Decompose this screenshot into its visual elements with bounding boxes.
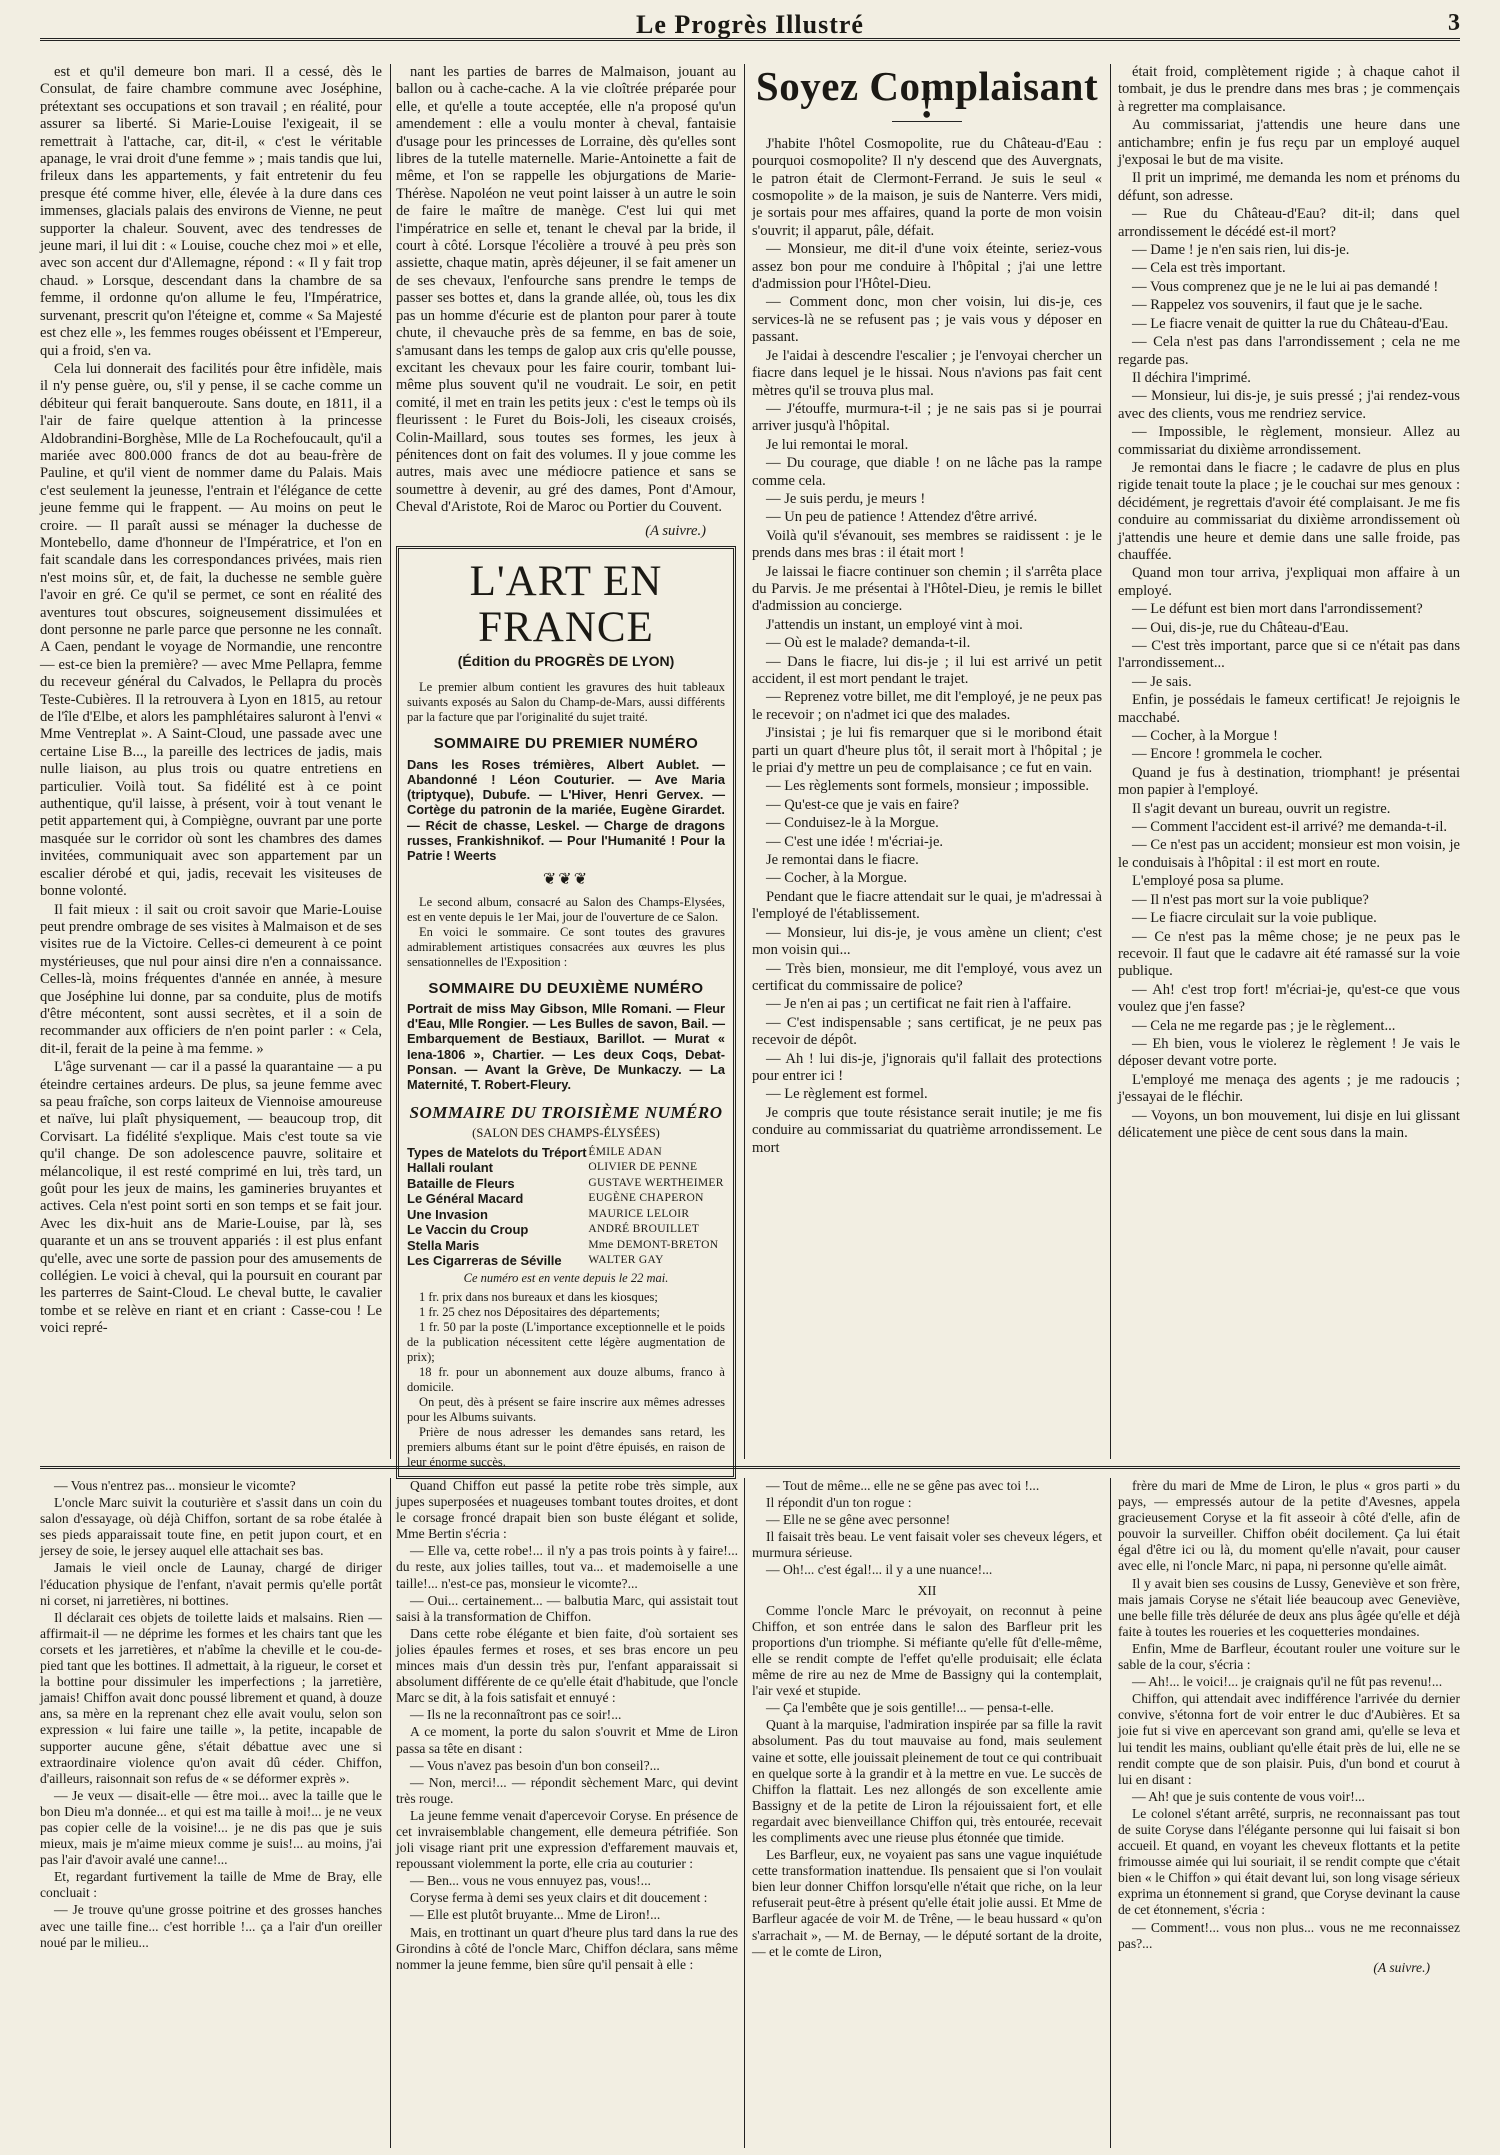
- table-row: [407, 1253, 725, 1269]
- table-row: [407, 1160, 725, 1176]
- item-title: Le Vaccin du Croup: [407, 1222, 529, 1238]
- paragraph: Quand mon tour arriva, j'expliquai mon affaire à un employé.: [1118, 565, 1460, 599]
- item-artist: ÉMILE ADAN: [588, 1145, 662, 1158]
- paragraph: — Tout de même... elle ne se gêne pas avec toi !...: [766, 1478, 1040, 1493]
- paragraph: Quant à la marquise, l'admiration inspirée par sa fille la ravit absolument. Pas du tout mauvaise au fond, mais seulement vaine et sotte, elle jouissait pleinement de tout ce qui contribuait en quelque sorte à la grandir et à la mettre en vue. Le succès de Chiffon la flattait. Les nez allongés de son excellente amie Bassigny et de la petite de Liron la réjouissaient fort, et elle regardait avec bienveillance Chiffon qui, très entourée, recevait les compliments avec une rieuse plus étonnée que timide.: [752, 1717, 1102, 1845]
- paragraph: — Vous comprenez que je ne le lui ai pas demandé !: [1132, 278, 1439, 295]
- sommaire-3-title: SOMMAIRE DU TROISIÈME NUMÉRO: [409, 1103, 723, 1123]
- paragraph: — Elle va, cette robe!... il n'y a pas trois points à y faire!... du reste, aux jolies tailles, tout va... et mademoiselle a une taille!... n'est-ce pas, monsieur le vicomte?...: [396, 1543, 738, 1591]
- paragraph: Enfin, je possédais le fameux certificat! Je rejoignis le macchabé.: [1118, 692, 1460, 726]
- paragraph: Il répondit d'un ton rogue :: [766, 1495, 912, 1511]
- paragraph: — Dame ! je n'en sais rien, lui dis-je.: [1132, 242, 1350, 259]
- ornament: ❦❦❦: [542, 871, 590, 889]
- column-divider: [390, 1478, 391, 2148]
- page-number: 3: [1448, 10, 1460, 36]
- paragraph: Mais, en trottinant un quart d'heure plus tard dans la rue des Girondins à côté de l'oncle Marc, Chiffon déclara, sans même nommer la jeune femme, bien sûre qu'il pensait à elle :: [396, 1924, 738, 1972]
- paragraph: — Ils ne la reconnaîtront pas ce soir!...: [410, 1707, 622, 1723]
- column-divider: [744, 1478, 745, 2148]
- art-subtitle: (Édition du PROGRÈS DE LYON): [457, 652, 675, 669]
- paragraph: Il déclarait ces objets de toilette laids et malsains. Rien — affirmait-il — ne déprime les formes et les chairs tant que les corsets et les jarretières, et n'abîme la cheville et le cou-de-pied tant que les bottines. Il admettait, à la rigueur, le corset et la bottine pour dissimuler les imperfections ; la jarretière, jamais! Chiffon avait donc poussé librement et quand, à douze ans, sa mère en la reprenant chez elle avait voulu, selon son expression « lui faire une taille », la petite, incapable de supporter aucune gêne, s'était débattue avec une si extraordinaire violence qu'on avait dû céder. Chiffon, d'ailleurs, raisonnait son refus de « se déformer exprès ».: [40, 1609, 382, 1786]
- paragraph: — Je trouve qu'une grosse poitrine et des grosses hanches avec une taille fine... c'est horrible !... ça a l'air d'un oreiller noué par le milieu...: [40, 1902, 382, 1950]
- price-line: 1 fr. 25 chez nos Dépositaires des départements;: [419, 1304, 660, 1319]
- newspaper-title: Le Progrès Illustré: [636, 10, 864, 39]
- sommaire-1-text: Dans les Roses trémières, Albert Aublet. — Abandonné ! Léon Couturier. — Ave Maria (triptyque), Dubufe. — L'Hiver, Henri Gervex. — Cortège du patronin de la mariée, Eugène Girardet. — Récit de chasse, Leskel. — Charge de dragons russes, Frankishnikof. — Pour l'Humanité ! Pour la Patrie ! Weerts: [407, 756, 725, 863]
- paragraph: — Où est le malade? demanda-t-il.: [766, 635, 971, 652]
- footer-note: Prière de nous adresser les demandes sans retard, les premiers albums étant sur le point d'être épuisés, en raison de leur énorme succès.: [407, 1424, 725, 1469]
- paragraph: Je laissai le fiacre continuer son chemin ; il s'arrêta place du Parvis. Je me présentai à l'Hôtel-Dieu, je remis le billet d'admission au concierge.: [752, 563, 1102, 615]
- article-column-2: [396, 64, 736, 1469]
- item-title: Types de Matelots du Tréport: [407, 1144, 587, 1160]
- item-artist: MAURICE LELOIR: [588, 1207, 690, 1220]
- table-row: [407, 1145, 725, 1161]
- second-album: [407, 895, 725, 970]
- paragraph: — Conduisez-le à la Morgue.: [766, 815, 939, 832]
- paragraph: — Je veux — disait-elle — être moi... avec la taille que le bon Dieu m'a donnée... et qui est ma taille à moi!... je ne veux pas copier celle de la voisine!... je ne dis pas que je suis mieux, mais je m'aime mieux comme je suis!... au moins, j'ai pas l'air d'avoir avalé une canne!...: [40, 1787, 382, 1868]
- sale-note: Ce numéro est en vente depuis le 22 mai.: [463, 1270, 669, 1285]
- paragraph: L'oncle Marc suivit la couturière et s'assit dans un coin du salon d'essayage, où déjà Chiffon, sortant de sa robe étalée à ses pieds apparaissait toute fine, en petit jupon court, et en jersey de soie, le jersey auquel elle attachait ses bas.: [40, 1495, 382, 1559]
- paragraph: — Un peu de patience ! Attendez d'être arrivé.: [766, 509, 1038, 526]
- paragraph: — Oui, dis-je, rue du Château-d'Eau.: [1132, 619, 1349, 636]
- to-be-continued: (A suivre.): [645, 522, 706, 539]
- paragraph: J'insistai ; je lui fis remarquer que si le moribond était parti un quart d'heure plus tôt, il serait mort à l'hôpital ; je le priai d'y mettre un peu de complaisance ; ce fut en vain.: [752, 725, 1102, 777]
- feuilleton-separator: [40, 1466, 1460, 1469]
- paragraph: — Cela est très important.: [1132, 260, 1286, 277]
- table-row: [407, 1238, 725, 1254]
- footer-note: On peut, dès à présent se faire inscrire aux mêmes adresses pour les Albums suivants.: [407, 1394, 725, 1424]
- paragraph: — Ah! c'est trop fort! m'écriai-je, qu'est-ce que vous voulez que j'en fasse?: [1118, 981, 1460, 1016]
- sommaire-2-text: Portrait de miss May Gibson, Mlle Romani. — Fleur d'Eau, Mlle Rongier. — Les Bulles de savon, Bail. — Embarquement de Bestiaux, Barillot. — Murat « Iena-1806 », Chartier. — Les deux Coqs, Debat-Ponsan. — Avant la Grève, De Munkaczy. — La Maternité, T. Robert-Fleury.: [407, 1001, 725, 1093]
- paragraph: — Elle ne se gêne avec personne!: [766, 1512, 951, 1528]
- column-divider: [1110, 1478, 1111, 2148]
- paragraph: Il s'agit devant un bureau, ouvrit un registre.: [1132, 800, 1391, 817]
- paragraph: Comme l'oncle Marc le prévoyait, on reconnut à peine Chiffon, et son entrée dans le salon des Barfleur prit les proportions d'un triomphe. Si méfiante qu'elle fût d'elle-même, elle se rendit compte de l'effet qu'elle produisait; elle éclata même de rire au nez de Mme de Bassigny qui la contemplait, l'air vexé et stupide.: [752, 1602, 1102, 1699]
- paragraph: — Non, merci!... — répondit sèchement Marc, qui devint très rouge.: [396, 1774, 738, 1806]
- item-artist: ANDRÉ BROUILLET: [588, 1223, 700, 1236]
- paragraph: — Très bien, monsieur, me dit l'employé, vous avez un certificat du commissaire de police?: [752, 960, 1102, 994]
- story-column-1: [752, 56, 1102, 1458]
- paragraph: Dans cette robe élégante et bien faite, d'où sortaient ses jolies épaules fermes et roses, et ses bras encore un peu minces mais d'un dessin très pur, l'enfant apparaissait si absolument différente de ce qu'elle était d'habitude, que l'oncle Marc se dit, à la fois satisfait et ennuyé :: [396, 1625, 738, 1706]
- paragraph: Il prit un imprimé, me demanda les nom et prénoms du défunt, son adresse.: [1118, 170, 1460, 204]
- paragraph: — Ce n'est pas la même chose; je ne peux pas le recevoir. Il faut que le cadavre ait été ramassé sur la voie publique.: [1118, 928, 1460, 980]
- paragraph: — Cocher, à la Morgue.: [766, 870, 907, 887]
- paragraph: — Je suis perdu, je meurs !: [766, 490, 926, 507]
- item-title: Les Cigarreras de Séville: [407, 1253, 562, 1269]
- paragraph: Il y avait bien ses cousins de Lussy, Geneviève et son frère, mais jamais Coryse ne s'était liée beaucoup avec Geneviève, une belle fille très délurée de deux ans plus âgée qu'elle et déjà faite à toutes les roueries et les coquetteries mondaines.: [1118, 1575, 1460, 1639]
- paragraph: Et, regardant furtivement la taille de Mme de Bray, elle concluait :: [40, 1869, 382, 1901]
- paragraph: — C'est très important, parce que si ce n'était pas dans l'arrondissement...: [1118, 638, 1460, 672]
- item-artist: EUGÈNE CHAPERON: [588, 1192, 704, 1205]
- table-row: [407, 1191, 725, 1207]
- table-row: [407, 1176, 725, 1192]
- paragraph: — Monsieur, lui dis-je, je vous amène un client; c'est mon voisin qui...: [752, 924, 1102, 959]
- item-title: Bataille de Fleurs: [407, 1175, 515, 1191]
- paragraph: — Impossible, le règlement, monsieur. Allez au commissariat du dixième arrondissement.: [1118, 424, 1460, 458]
- paragraph: — Les règlements sont formels, monsieur ; impossible.: [766, 778, 1090, 795]
- art-intro: [407, 680, 725, 725]
- paragraph: Le colonel s'étant arrêté, surpris, ne reconnaissant pas tout de suite Coryse dans l'élégante personne qui lui faisait si bon accueil. Et quand, en voyant les cheveux flottants et la petite frimousse aimée qui lui souriait, il se rendit compte que c'était bien « le Chiffon » qui était devant lui, son long visage sérieux exprima un étonnement si grand, que Coryse devinant la cause de cet étonnement, s'écria :: [1118, 1805, 1460, 1918]
- paragraph: frère du mari de Mme de Liron, le plus « gros parti » du pays, — empressés autour de la petite d'Avesnes, appela gracieusement Coryse et la fit asseoir à côté d'elle, afin de pouvoir la surveiller. Chiffon obéit docilement. Ça lui était égal d'être ici ou là, du moment qu'elle n'avait, pour causer avec elle, ni l'oncle Marc, ni papa, ni personne qu'elle aimât.: [1118, 1478, 1460, 1574]
- paragraph: Il faisait très beau. Le vent faisait voler ses cheveux légers, et murmura sérieuse.: [752, 1529, 1102, 1561]
- paragraph: — Encore ! grommela le cocher.: [1132, 746, 1323, 763]
- column-divider: [1110, 64, 1111, 1459]
- feuilleton-column-1: [40, 1478, 382, 2148]
- paragraph: — Oui... certainement... — balbutia Marc, qui assistait tout saisi à la transformation de Chiffon.: [396, 1592, 738, 1624]
- table-row: [407, 1207, 725, 1223]
- item-title: Hallali roulant: [407, 1160, 493, 1176]
- paragraph: — Monsieur, lui dis-je, je suis pressé ; j'ai rendez-vous avec des clients, vous me rendriez service.: [1118, 388, 1460, 422]
- paragraph: — Je n'en ai pas ; un certificat ne fait rien à l'affaire.: [766, 996, 1072, 1013]
- paragraph: — Qu'est-ce que je vais en faire?: [766, 796, 960, 813]
- paragraph: — Eh bien, vous le violerez le règlement ! Je vais le déposer devant votre porte.: [1118, 1035, 1460, 1070]
- paragraph: — Vous n'avez pas besoin d'un bon conseil?...: [410, 1757, 660, 1773]
- paragraph: — Oh!... c'est égal!... il y a une nuance!...: [766, 1562, 993, 1578]
- paragraph: — Ce n'est pas un accident; monsieur est mon voisin, je le conduisais à l'hôpital : il est mort en route.: [1118, 837, 1460, 871]
- paragraph: — Le défunt est bien mort dans l'arrondissement?: [1132, 601, 1423, 618]
- item-title: Le Général Macard: [407, 1191, 524, 1207]
- paragraph: — Rue du Château-d'Eau? dit-il; dans quel arrondissement le décédé est-il mort?: [1118, 206, 1460, 240]
- paragraph: — Il n'est pas mort sur la voie publique?: [1132, 891, 1369, 908]
- paragraph: Cela lui donnerait des facilités pour être infidèle, mais il n'y pense guère, ou, s'il y pense, il se cache comme un débiteur qui ferait banqueroute. Sans doute, en 1811, il a l'air de faire quelque attention à la princesse Aldobrandini-Borghèse, Mlle de La Rochefoucault, qu'il a mariée avec 800.000 francs de dot au beau-frère de Pauline, et qu'il vient de nommer dame du Palais. Mais c'est seulement la jeunesse, l'entrain et l'élégance de cette jeune femme qui le frappent. — Au moins on peut le croire. — Il paraît aussi se ménager la duchesse de Montebello, dame d'honneur de l'Impératrice, et l'on en fait scandale dans les correspondances privées, mais rien n'est moins sûr, et, de fait, la duchesse ne semble guère l'avoir en gré. Ce qu'il se permet, ce sont en réalité des aventures tout obscures, soigneusement dissimulées et dont personne ne parle parce que personne ne les connaît. A Caen, pendant le voyage de Normandie, une rencontre — est-ce bien la première? — avec Mme Pellapra, femme du receveur général du Calvados, le Pellapra du procès Teste-Cubières. Il la retrouvera à Lyon en 1815, au retour de l'île d'Elbe, et alors les pamphlétaires saluront à l'envi « Mme Ventreplat ». A Saint-Cloud, une passade avec une certaine Lise B..., la pareille des lectrices de jadis, mais nulle liaison, au plus trois ou quatre entretiens en particulier. Voilà tout. Sa fidélité est à ce point authentique, qu'il laisse, à présent, voir à tout venant le petit appartement qui, à Compiègne, ouvrant par une porte masquée sur le corridor où sont les chambres des dames invitées, communiquait avec son appartement par un escalier dérobé et qui, jadis, recevait les visiteuses de bonne volonté.: [40, 360, 382, 900]
- paragraph: — Voyons, un bon mouvement, lui disje en lui glissant délicatement une pièce de cent sous dans la main.: [1118, 1107, 1460, 1141]
- paragraph: Je remontai dans le fiacre ; le cadavre de plus en plus rigide tenait toute la place ; je le couchai sur mes genoux : décidément, je regrettais d'avoir été complaisant. Je me fis conduire au commissariat du dixième arrondissement où j'attendis une heure et demie dans une salle froide, pas chauffée.: [1118, 459, 1460, 563]
- price-line: 1 fr. prix dans nos bureaux et dans les kiosques;: [419, 1289, 658, 1304]
- paragraph: nant les parties de barres de Malmaison, jouant au ballon ou à cache-cache. A la vie cloîtrée préparée pour elle, et qu'elle a toute acceptée, elle n'a proposé qu'un amendement : elle a voulu monter à cheval, fantaisie d'usage pour les princesses de Lorraine, dès qu'elles sont libres de la tutelle maternelle. Marie-Antoinette a fait de même, et l'on se rappelle les objurgations de Marie-Thérèse. Napoléon ne veut point laisser à un autre le soin de faire le maître de manège. C'est lui qui met l'impératrice en selle et, tenant le cheval par la bride, il court à côté. Lorsque l'écolière a trouvé à peu près son assiette, chaque matin, après déjeuner, il se fait amener un de ses chevaux, l'enfourche sans prendre le temps de passer ses bottes et, dans la grande allée, où, tous les dix pas un homme d'écurie est de planton pour parer à toute chute, il chevauche près de sa femme, en bas de soie, s'amusant dans les temps de galop aux cris qu'elle pousse, excitant les chevaux pour les faire courir, tombant lui-même plus souvent qu'il ne voudrait. Le soir, en petit comité, il met en train les petits jeux : c'est le temps où ils fleurissent : le Furet du Bois-Joli, les ciseaux croisés, Colin-Maillard, sous toutes ses formes, les jeux à pénitences dont on fait des volumes. Il y joue comme les autres, mais avec une médiocre patience et sans se soumettre à devenir, au gré des dames, Pont d'Amour, Cheval d'Aristote, Roi de Maroc ou Portier du Couvent.: [396, 64, 736, 516]
- column-divider: [390, 64, 391, 1459]
- paragraph: est et qu'il demeure bon mari. Il a cessé, dès le Consulat, de faire chambre commune avec Joséphine, prétextant ses occupations et son travail ; en réalité, pour assurer sa liberté. Si Marie-Louise l'exigeait, il se remettrait à l'attache, car, dit-il, « c'est le véritable apanage, le vrai droit d'une femme » ; mais tandis que lui, frileux dans les appartements, y fait entretenir du feu presque été comme hiver, elle, élevée à la dure dans ces immenses, glacials palais des environs de Vienne, ne peut supporter la chaleur. Souvent, avec des tendresses de jeune mari, il lui dit : « Louise, couche chez moi » et elle, avec son accent dur d'Allemagne, répond : « Il y fait trop chaud. » Lorsque, descendant dans la chambre de sa femme, il ordonne qu'on allume le feu, l'Impératrice, survenant, prescrit qu'on l'éteigne et, comme « Sa Majesté est chez elle », les femmes rouges obéissent et l'Empereur, qui a froid, s'en va.: [40, 64, 382, 359]
- paragraph: — Reprenez votre billet, me dit l'employé, je ne peux pas le recevoir ; on n'admet ici que des malades.: [752, 689, 1102, 723]
- paragraph: Il déchira l'imprimé.: [1132, 369, 1251, 386]
- paragraph: — J'étouffe, murmura-t-il ; je ne sais pas si je pourrai arriver jusqu'à l'hôpital.: [752, 400, 1102, 435]
- paragraph: — Vous n'entrez pas... monsieur le vicomte?: [54, 1478, 296, 1493]
- art-title: L'ART EN FRANCE: [469, 557, 663, 651]
- paragraph: — Je sais.: [1132, 673, 1192, 690]
- second-album-text: Le second album, consacré au Salon des Champs-Elysées, est en vente depuis le 1er Mai, jour de l'ouverture de ce Salon.: [407, 894, 725, 924]
- paragraph: — Dans le fiacre, lui dis-je ; il lui est arrivé un petit accident, il est mort pendant le trajet.: [752, 653, 1102, 687]
- paragraph: Coryse ferma à demi ses yeux clairs et dit doucement :: [410, 1890, 708, 1906]
- paragraph: était froid, complètement rigide ; à chaque cahot il tombait, je dus le prendre dans mes bras ; je commençais à regretter ma complaisance.: [1118, 64, 1460, 115]
- price-line: 1 fr. 50 par la poste (L'importance exceptionnelle et le poids de la publication nécessitent cette légère augmentation de prix);: [407, 1319, 725, 1364]
- item-title: Une Invasion: [407, 1206, 488, 1222]
- paragraph: — Comment l'accident est-il arrivé? me demanda-t-il.: [1132, 819, 1448, 836]
- chapter-number: XII: [917, 1582, 937, 1598]
- sommaire-3-table: [407, 1145, 725, 1269]
- item-title: Stella Maris: [407, 1237, 480, 1253]
- paragraph: Quand Chiffon eut passé la petite robe très simple, aux jupes superposées et nuageuses tombant toutes droites, et dont le corsage froncé drapait bien son buste élégant et solide, Mme Bertin s'écria :: [396, 1478, 738, 1542]
- art-intro-text: Le premier album contient les gravures des huit tableaux suivants exposés au Salon du Champ-de-Mars, aussi différents par la facture que par l'originalité du sujet traité.: [407, 680, 725, 725]
- sommaire-1-title: SOMMAIRE DU PREMIER NUMÉRO: [433, 735, 699, 753]
- price-line: 18 fr. pour un abonnement aux douze albums, franco à domicile.: [407, 1364, 725, 1394]
- paragraph: L'âge survenant — car il a passé la quarantaine — a pu éteindre certaines ardeurs. De plus, sa jeune femme avec sa peau fraîche, son corps laiteux de Viennoise amoureuse et naïve, lui plaît physiquement, — beaucoup trop, dit Corvisart. La fidélité s'explique. Mais c'est toute sa vie qu'il change. De son adolescence pauvre, solitaire et mélancolique, il est resté comprimé en lui, très tard, un goût pour les jeux de mains, les gamineries bruyantes et actives. Cela n'est point sorti en son temps et se fait jour. Avec les dix-huit ans de Marie-Louise, par là, ses quarante et un ans se trouvent appariés : il est plus enfant qu'elle, avec une sorte de passion pour des amusements de collégien. Le voici à cheval, qui la poursuit en courant par les parterres de Saint-Cloud. Le cheval butte, le cavalier tombe et se relève en riant et en criant : Casse-cou ! Le voici repré-: [40, 1059, 382, 1337]
- paragraph: — Ça l'embête que je sois gentille!... — pensa-t-elle.: [766, 1700, 1054, 1716]
- story-column-2: [1118, 64, 1460, 1458]
- paragraph: Je l'aidai à descendre l'escalier ; je l'envoyai chercher un fiacre dans lequel je le hissai. Nous n'avions pas fait cent mètres qu'il se trouva plus mal.: [752, 347, 1102, 399]
- feuilleton-column-4: [1118, 1478, 1460, 2148]
- item-artist: Mme DEMONT-BRETON: [588, 1238, 719, 1251]
- paragraph: — C'est indispensable ; sans certificat, je ne peux pas recevoir de dépôt.: [752, 1014, 1102, 1049]
- paragraph: Enfin, Mme de Barfleur, écoutant rouler une voiture sur le sable de la cour, s'écria :: [1118, 1640, 1460, 1673]
- paragraph: Au commissariat, j'attendis une heure dans une antichambre; enfin je fus reçu par un employé auquel j'exposai le but de ma visite.: [1118, 117, 1460, 169]
- paragraph: Je lui remontai le moral.: [766, 436, 909, 453]
- feuilleton-column-3: [752, 1478, 1102, 2148]
- paragraph: L'employé me menaça des agents ; je me radoucis ; j'essayai de le fléchir.: [1118, 1071, 1460, 1106]
- paragraph: J'attendis un instant, un employé vint à moi.: [766, 616, 1023, 633]
- second-album-text-2: En voici le sommaire. Ce sont toutes des gravures admirablement artistiques consacrées aux œuvres les plus sensationnelles de l'Exposition :: [407, 924, 725, 969]
- paragraph: — Rappelez vos souvenirs, il faut que je le sache.: [1132, 297, 1423, 314]
- paragraph: J'habite l'hôtel Cosmopolite, rue du Château-d'Eau : pourquoi cosmopolite? Il n'y descend que des Auvergnats, le patron était de Clermont-Ferrand. Je suis le seul « cosmopolite » de la maison, je suis de Nanterre. Vers midi, je sortais pour mes affaires, quand la porte de mon voisin s'ouvrit; il apparut, pâle, défait.: [752, 135, 1102, 239]
- paragraph: — Cela n'est pas dans l'arrondissement ; cela ne me regarde pas.: [1118, 334, 1460, 368]
- feuilleton-column-2: [396, 1478, 738, 2148]
- paragraph: — Cocher, à la Morgue !: [1132, 728, 1278, 745]
- paragraph: — Cela ne me regarde pas ; je le règlement...: [1132, 1017, 1396, 1034]
- paragraph: — Ah ! lui dis-je, j'ignorais qu'il fallait des protections pour entrer ici !: [752, 1050, 1102, 1084]
- paragraph: — Du courage, que diable ! on ne lâche pas la rampe comme cela.: [752, 455, 1102, 489]
- table-row: [407, 1222, 725, 1238]
- paragraph: — Elle est plutôt bruyante... Mme de Liron!...: [410, 1907, 661, 1923]
- paragraph: Chiffon, qui attendait avec indifférence l'arrivée du dernier convive, s'étonna fort de voir entrer le duc d'Aubières. Et sa joie fut si vive en apercevant son grand ami, qu'elle se leva et lui tendit les mains, oubliant qu'elle était près de lui, elle ne se rendit compte que de son plaisir. Puis, d'un bond et courut à lui en disant :: [1118, 1691, 1460, 1787]
- price-list: [407, 1290, 725, 1470]
- paragraph: — Comment donc, mon cher voisin, lui dis-je, ces services-là ne se refusent pas ; je vais vous y déposer en passant.: [752, 294, 1102, 346]
- paragraph: Voilà qu'il s'évanouit, ses membres se raidissent : je le prends dans mes bras : il était mort !: [752, 527, 1102, 562]
- item-artist: WALTER GAY: [588, 1254, 664, 1267]
- paragraph: Quand je fus à destination, triomphant! je présentai mon papier à l'employé.: [1118, 764, 1460, 799]
- paragraph: — Ben... vous ne vous ennuyez pas, vous!...: [410, 1873, 651, 1889]
- paragraph: — Le fiacre circulait sur la voie publique.: [1132, 910, 1377, 927]
- paragraph: Les Barfleur, eux, ne voyaient pas sans une vague inquiétude cette transformation inattendue. Ils pensaient que si l'on voulait bien leur donner Chiffon lorsqu'elle n'était que riche, on la leur refuserait peut-être à présent qu'elle était jolie aussi. Et Mme de Barfleur agacée de voir M. de Trêne, — le beau hussard « qu'on s'arrachait », — M. de Bernay, — le député sortant de la droite, — et le comte de Liron,: [752, 1847, 1102, 1959]
- paragraph: — Monsieur, me dit-il d'une voix éteinte, seriez-vous assez bon pour me conduire à l'hôpital ; j'ai une lettre d'admission pour l'Hôtel-Dieu.: [752, 241, 1102, 293]
- paragraph: — Le fiacre venait de quitter la rue du Château-d'Eau.: [1132, 315, 1449, 332]
- paragraph: La jeune femme venait d'apercevoir Coryse. En présence de cet invraisemblable changement, elle demeura pétrifiée. Son joli visage riant prit une expression d'effarement mauvais et, repoussant violemment la porte, elle cria au couturier :: [396, 1807, 738, 1872]
- art-en-france-box: [396, 546, 736, 1479]
- paragraph: — Comment!... vous non plus... vous ne me reconnaissez pas?...: [1118, 1919, 1460, 1951]
- item-artist: GUSTAVE WERTHEIMER: [588, 1176, 724, 1189]
- to-be-continued: (A suivre.): [1373, 1959, 1430, 1975]
- paragraph: — Le règlement est formel.: [766, 1086, 928, 1103]
- paragraph: — Ah! que je suis contente de vous voir!...: [1132, 1788, 1365, 1804]
- paragraph: L'employé posa sa plume.: [1132, 873, 1284, 890]
- paragraph: — Ah!... le voici!... je craignais qu'il ne fût pas revenu!...: [1132, 1674, 1443, 1690]
- paragraph: Je remontai dans le fiacre.: [766, 852, 919, 869]
- paragraph: Jamais le vieil oncle de Launay, chargé de diriger l'éducation physique de l'enfant, n'avait permis qu'elle portât ni corset, ni jarretières, ni bottines.: [40, 1560, 382, 1608]
- story-title: Soyez Complaisant !: [755, 63, 1099, 127]
- paragraph: — C'est une idée ! m'écriai-je.: [766, 833, 944, 850]
- paragraph: Pendant que le fiacre attendait sur le quai, je m'adressai à l'employé de l'établissement.: [752, 888, 1102, 923]
- sommaire-2-title: SOMMAIRE DU DEUXIÈME NUMÉRO: [428, 979, 704, 997]
- paragraph: Il fait mieux : il sait ou croit savoir que Marie-Louise peut prendre ombrage de ses visites à Malmaison et de ses visites rue de la Victoire. Celles-ci demeurent à ce point mystérieuses, que nul pour ainsi dire n'en a connaissance. Celles-là, moins fréquentes d'année en année, à mesure que Joséphine lui donne, par sa conduite, plus de motifs d'être mécontent, sont aussi secrètes, et il a soin de recommander aux officiers de n'en point parler : « Cela, dit-il, ferait de la peine à ma femme. »: [40, 901, 382, 1057]
- item-artist: OLIVIER DE PENNE: [588, 1161, 698, 1174]
- paragraph: Je compris que toute résistance serait inutile; je me fis conduire au commissariat du quatrième arrondissement. Le mort: [752, 1104, 1102, 1156]
- sommaire-3-subtitle: (SALON DES CHAMPS-ÉLYSÉES): [472, 1125, 660, 1140]
- page-header: [40, 8, 1460, 41]
- paragraph: A ce moment, la porte du salon s'ouvrit et Mme de Liron passa sa tête en disant :: [396, 1724, 738, 1756]
- column-divider: [744, 64, 745, 1459]
